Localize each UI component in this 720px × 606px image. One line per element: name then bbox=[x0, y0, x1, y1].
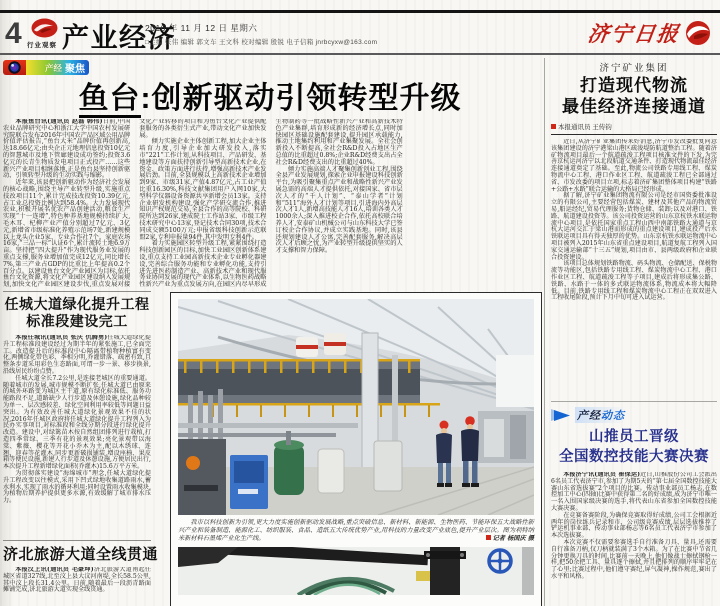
dateline-lead: 本报济宁讯(通讯员 崔保运) bbox=[563, 472, 641, 478]
paragraph: 倾力实施高端人才聚集创新创业工程,围绕全县产业发展规划,探索企业申报建设科技创新平台,为吸引聚集重点产业和战略性新兴产业发展急需的高端人才提供依托,对接国家、省市层次人才的“千人计划”、“泰山学者”计划和“511”海外人才计划等项目,引进海内外高层次人才1人,新增高技能人才16人,培训各类人才1000余人;深入推进校企合作,依托高校联合培养人才,安泰矿山机械公司与山东科技大学已签订校企合作协议,并成立实践基地。同时,该县还规划建设人才公寓,完善配套服务,解决高层次人才后顾之忧,为产业转型升级提供坚实的人才支撑和智力保障。 bbox=[275, 165, 403, 255]
rule bbox=[3, 540, 151, 541]
rencheng-body bbox=[3, 335, 151, 540]
paragraph: 本报济宁讯(通讯员 崔保运)近日,山推股份公司工会派出6名员工代表济宁市,参加了为期5天的“第七届全国数控技能大赛山东省选拔赛”2个项目的比赛。传动事业部员工杨志,在数控加工中心(四轴)比赛中获得第二名的好成绩,成为济宁市唯一一名入围国家级决赛的选手,将代表山东省参加全国数控技能大赛决赛。 bbox=[551, 472, 717, 512]
masthead bbox=[0, 15, 720, 52]
paper-name: 济宁日报 bbox=[586, 21, 682, 46]
masthead-rule bbox=[0, 53, 720, 55]
factory-photo bbox=[178, 299, 534, 515]
paragraph: 本报鱼台讯(通讯员 赵磊 韩伟)日前,中国农业品牌研究中心和浙江大学中国农村发展研究院联合发布2016年中国农产品区域公用品牌价值评估报告,“鱼台大米”品牌价值再创新高,达18.66亿元;由央企正元地理信息投资10亿元的智慧城市及地下管廊建设成功签约;投资3.6亿元的长青生物质发电项目正式投产……这些新兴产业项目相继落地,正是鱼台县坚持创新驱动、引领转型升级的生动实践与缩影。 bbox=[3, 119, 131, 180]
paper-emblem-icon bbox=[684, 20, 712, 46]
staff-line: □主编 张伟 编辑 郭文车 王文科 校对编辑 殷锐 电子信箱 jnrbcyxw@163.com bbox=[145, 39, 378, 46]
shantui-body bbox=[551, 472, 717, 592]
jibei-body bbox=[3, 567, 151, 593]
date-line: 2016 年 11 月 12 日 星期六 bbox=[145, 23, 258, 33]
dongtai-badge-text: 产经动态 bbox=[575, 407, 635, 423]
rule bbox=[3, 291, 151, 292]
right-column bbox=[551, 60, 717, 592]
rule bbox=[551, 401, 717, 402]
jikuang-byline: 本报通讯员 王传钧 bbox=[551, 122, 717, 135]
paragraph: 为贯彻落实建设“海绵城市”理念,任城大道绿化提升工程改变以往模式,采用下凹式绿地收集道路雨水,蓄水利水,实现了雨水的循环利用;同时设置雨水收集模块,为植物后期养护提供更多水源,有效缓解了城市排水压力。 bbox=[3, 469, 151, 505]
paragraph: 本报汶上讯(通讯员 毛豪坤)济北旅游大道南起任城区省道327线,北至汶上县大汶河南堤,全长58.5公里,其中汶上段长31.4公里。日前,随着最后一段沥青路面摊铺完成,济北旅游大道实现全线贯通。 bbox=[3, 567, 151, 593]
section-title: 产业经济 bbox=[62, 23, 176, 53]
paragraph: 该项目总体规划铁路物流、码头物流、仓储配送、保税物流等功能区,包括铁路专用线工程、煤炭物流中心工程、港口作业区工程、航道疏浚工程等子项目,建成后将形成集公路、铁路、水路于一体的多式联运物流体系,物流成本将大幅降低。目前,铁路专用线工程和煤炭物流中心工程正在双双进入工程收尾阶段,预计下月中旬可进入试运营。 bbox=[551, 260, 717, 302]
photo-caption: 我市以科技创新为引领,更大力度实施创新驱动发展战略,重点突破信息、新材料、新能源、生物医药、节能环保五大战略性新兴产业和装备制造、能源化工、纺织服装、食品、造纸五大传统优势产业,用科技的力量改变产业底色,提升产业层次。图为利特纳米新材料石墨烯产业化生产线。 记者 杨国庆 摄 bbox=[178, 519, 534, 542]
paragraph: 着力实施园区转型升级工程,紧紧围绕打造科技创新园区的目标,加快工业园区创新体系建设,重点支持工业园高新技术企业专业孵化器建设,完善综合服务功能和专业孵化功能,支持引进先进医药制造产业、高新技术产业和现代服务业协同发展的现代产业体系,以生物医药战略性新兴产业为重点发展方向,在园区内尽早形成生物制药等一批战略性新兴产业和高新技术特色产业集群,培育形成新的经济增长点,同时加快园区基础设施配套建设,提升园区承载能力,推动土地集约利用和产业集聚发展。全社会创新投入不断提高,全社会R&D投入占地区生产总值的比重超过0.8%;企业R&D经费支出占全社会R&D经费支出的比重超过40%。 bbox=[139, 119, 403, 289]
main-article-body bbox=[3, 119, 539, 291]
paragraph: 任城大道全长7.2公里,是连接老城区的重要通道。随着城市的发展,城市规模不断扩张,任城大道已由原来的城外环路变为城区主干道,原有绿化标准低、服务功能路段不足,道路缺少人行步道及休憩设施,绿化品种较为单一、层次感较差、绿化空间利用率较低等问题日益突出。为有效改善任城大道绿化景观效果不佳的状况,2016年任城区政府将任城大道绿化提升工程列入为民办实事项目,对标准段和全线分期分段进行绿化提升改造。建设中,对绿篱苗木按自然组团排列进行栽植,打造四季常绿、三季有花的景观效果;亮化景观带以海棠、紫薇、樱花等开花小乔木为主,配以木绣球、连翘、迎春等花灌木,同步更新破损铺装,增设座椅、果皮箱等便民设施,新建人行步道及休憩设施,方便居民出行,本次提升工程新增绿化面积(乔灌木)15.6万平方米。 bbox=[3, 374, 151, 471]
top-rule bbox=[0, 10, 720, 13]
photo-credit: 记者 杨国庆 摄 bbox=[469, 535, 534, 543]
paragraph: 近日,从济宁矿业集团传来好消息,济宁市发改委批复同意该集团建设的济宁港梁山港区疏浚堤防航道整治工程。随着济矿物流项目最后一个航道疏浚工程项目核准文件的下发,为完善京杭运河济宁以北段航道交通条件、打造现代物流最佳经济连接通道奠定了基础。至此,物流公司铁路专用线工程、煤炭物流中心工程、港口作业区工程、航道疏浚工程已全部通过省、市发改委的项目立项,标志着济矿集团整体项目构建“铁路+公路+水路”联合运输的大格局已经形成。 bbox=[551, 139, 717, 193]
main-headline bbox=[0, 73, 540, 117]
red-square-marker bbox=[551, 124, 556, 129]
paper-logo bbox=[588, 18, 712, 48]
main-headline-rest: :创新驱动引领转型升级 bbox=[140, 82, 462, 115]
main-headline-emphasis: 鱼台 bbox=[79, 82, 141, 118]
focus-badge-suffix: 聚焦 bbox=[65, 64, 85, 75]
jikuang-kicker: 济宁矿业集团 bbox=[599, 63, 669, 74]
page-number: 4 bbox=[5, 17, 21, 50]
left-column bbox=[3, 291, 159, 593]
focus-badge-prefix: 产经 bbox=[44, 62, 62, 73]
dateline-lead: 本报任城讯(通讯员 张庆 仇腾勇) bbox=[15, 335, 108, 341]
rencheng-headline: 任城大道绿化提升工程 标准段建设完工 bbox=[4, 297, 150, 330]
jibei-headline: 济北旅游大道全线贯通 bbox=[3, 545, 159, 563]
dateline-lead: 本报鱼台讯(通讯员 赵磊 韩伟) bbox=[15, 119, 103, 125]
paragraph: 在竞赛备赛阶段,为确保竞赛取得好成绩,公司工会根据近两年的岗位练兵记录和市、公司级竞赛成绩,层层选拔推荐了铲运机事业部、传动事业部杨志等6名员工代表济宁市参加了本次选拔赛。 bbox=[551, 511, 717, 540]
red-square-marker bbox=[486, 535, 491, 540]
paragraph: 本次竞赛不仅需要参赛选手自行准备刀具、量具,还需要自行准备刀柄,仅刀柄就装满了3个木箱。为了在比赛中节省几分钟更换刀具的时间,比赛前一天晚上,他们像战士擦拭钢枪一样,把50余把工具、量具逐个擦拭,并且把排列的顺序牢牢记在了心里;比赛过程中,他们遵守赛纪,屏气凝神,操作规范,赛出了水平和风格。 bbox=[551, 538, 717, 580]
column-divider bbox=[544, 58, 545, 606]
paragraph: 本报任城讯(通讯员 张庆 仇腾勇)任城大道绿化提升工程标准段建设经过为期半年的紧张施工,已全面完工。改造提升后的标准段中心隔离带植物种植富有变化,两侧绿化带色彩、季相分明,乔灌错落、疏密有致,且整条步道采用彩色生态路面,可谓一步一景、移步换景,沿线居民纷纷点赞。 bbox=[3, 335, 151, 375]
section-logo-icon bbox=[31, 18, 58, 38]
machinery-photo bbox=[178, 547, 534, 595]
dongtai-badge bbox=[551, 407, 717, 423]
arrow-icon bbox=[551, 408, 571, 422]
photo-block bbox=[170, 292, 542, 606]
paragraph: 据了解,济宁矿业集团物流有限公司是经市国资委批准设立的有限公司,主要经营包括煤炭、建材及其他产品的物流贸易,船运经纪,贸易代理服务;货物仓储、装卸;以及对港口、铁路、航道建设投资等。该公司投资运营的山东京杭铁水联运物流中心项目,是依托国家重点工程山西中南部铁路大通道与京杭大运河交汇于梁山港而形成的重点建设项目,建成投产后水铁联运项目具有得天独厚的优势。山东京杭铁水联运物流中心项目被列入2015年山东省重点建设项目,航道复航工程列入国家交通运输部“十三五”规划,项目由市、县两级政府和企业联合投资建设。 bbox=[551, 192, 717, 261]
paragraph: 倾力实施企业主体创新工程,加大企业主体培育力度,引导企业加大研发投入,落实市“221”工作计划,从科技项目、产品研发、基地建设等方面扶持创新引导型高新技术企业,在资金、政策方面进行扶持,增强高新技术产业发展后劲。目前,全县规模以上高新技术企业增加到9家、市级31家,产值4.87亿元,占工业产值比重16.30%,科技文献集团用户入网10家,大型科学仪器设备资源共享新增会员13家。支持企业研发机构建设,强化产学研交流合作,推进知识产权规范交易,全县合作的高等院校、科研院所达到26家,建成院士工作站3家、市级工程技术研究中心13家,登记技术合同30项,技术合同成交额5100万元;申报省级科技创新示范联盟2家,专利申报量94件,其中发明专利4件。 bbox=[139, 138, 267, 241]
section-label: 行业观察 bbox=[27, 42, 57, 49]
dateline-lead: 本报汶上讯(通讯员 毛豪坤) bbox=[15, 567, 94, 573]
shantui-headline: 山推员工晋级 全国数控技能大赛决赛 bbox=[559, 428, 709, 465]
paragraph: 近年来,该县把创新驱动作为经济社会发展的核心战略,围绕主导产业转型升级,实施重点技改项目11个,累计完成技改投资10.39亿元,占工业总投资比例达到58.4%。大力发展现代农业,积极开展名优农产品创建活动,粮食生产实现“十一连增”,特色种养基地规模持续扩大,毛木耳、杞柳产业产值分别超过7亿元、3亿元,新增省市级标准化养殖示范场7处,新建规模以上龙头企业5家、专业合作社7个、家庭农场16家,“三品一标”认证6个,累计流转土地6.9万亩。坚持把“四大提升”作为现代服务业发展的重点支撑,服务业增加值完成12亿元,同比增长7%,第三产业占GDP的比重比上年提高0.2个百分点。以建设鱼台文化产业园区为目标,依托鱼台文化资源,将文化产业园区建设纳入发展规划,加快文化产业园区建设步伐,重点发展对接文化产业转移的项目和为鱼台文化产业提供配套服务的各类衍生式产业,带动文化产业加快发展。 bbox=[3, 119, 267, 289]
jikuang-headline: 打造现代物流 最佳经济连接通道 bbox=[562, 76, 706, 117]
jikuang-body bbox=[551, 139, 717, 397]
